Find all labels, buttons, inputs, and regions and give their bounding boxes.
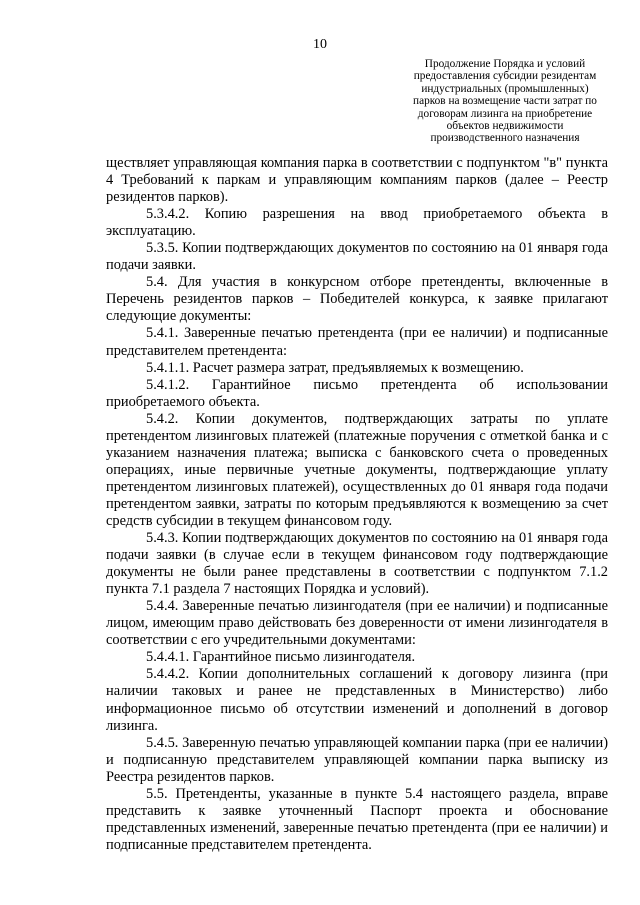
page-number: 10 xyxy=(313,37,327,52)
header-note-line: парков на возмещение части затрат по xyxy=(413,95,597,108)
paragraph-5-4-1-2: 5.4.1.2. Гарантийное письмо претендента об использовании приобретаемого объекта. xyxy=(106,376,608,410)
header-note-line: предоставления субсидии резидентам xyxy=(413,70,597,83)
paragraph-5-4-3: 5.4.3. Копии подтверждающих документов по состоянию на 01 января года подачи заявки (в случае если в текущем финансовом году подтверждающие документы не были ранее представлены в соответствии с подпунктом 7.1.2 пункта 7.1 раздела 7 настоящих Порядка и условий). xyxy=(106,530,608,598)
paragraph-5-4-4-1: 5.4.4.1. Гарантийное письмо лизингодателя. xyxy=(146,649,416,666)
document-body xyxy=(106,155,608,854)
header-note-line: производственного назначения xyxy=(430,132,580,145)
paragraph-5-4-4-2: 5.4.4.2. Копии дополнительных соглашений к договору лизинга (при наличии таковых и ранее не представленных в Министерство) либо информационное письмо об отсутствии изменений и дополнений в договор лизинга. xyxy=(106,666,608,734)
paragraph-5-4-4: 5.4.4. Заверенные печатью лизингодателя (при ее наличии) и подписанные лицом, имеющим право действовать без доверенности от имени лизингодателя в соответствии с его учредительными документами: xyxy=(106,598,608,649)
header-note-line: договорам лизинга на приобретение xyxy=(417,107,593,120)
paragraph-5-4-5: 5.4.5. Заверенную печатью управляющей компании парка (при ее наличии) и подписанную представителем управляющей компании парка выписку из Реестра резидентов парков. xyxy=(106,734,608,785)
paragraph-continuation: ществляет управляющая компания парка в соответствии с подпунктом "в" пункта 4 Требований к паркам и управляющим компаниям парков (далее – Реестр резидентов парков). xyxy=(106,155,608,206)
paragraph-5-4: 5.4. Для участия в конкурсном отборе претенденты, включенные в Перечень резидентов парков – Победителей конкурса, к заявке прилагают следующие документы: xyxy=(106,274,608,325)
header-note-line: объектов недвижимости xyxy=(446,120,564,133)
header-note-line: индустриальных (промышленных) xyxy=(421,82,589,95)
header-note-line: Продолжение Порядка и условий xyxy=(424,58,586,70)
paragraph-5-3-4-2: 5.3.4.2. Копию разрешения на ввод приобретаемого объекта в эксплуатацию. xyxy=(106,206,608,240)
document-header-note xyxy=(395,58,615,145)
paragraph-5-4-1-1: 5.4.1.1. Расчет размера затрат, предъявляемых к возмещению. xyxy=(146,359,524,376)
paragraph-5-3-5: 5.3.5. Копии подтверждающих документов по состоянию на 01 января года подачи заявки. xyxy=(106,240,608,274)
paragraph-5-4-2: 5.4.2. Копии документов, подтверждающих затраты по уплате претендентом лизинговых платежей (платежные поручения с отметкой банка и с указанием назначения платежа; выписка с банковского счета о проведенных операциях, иные первичные учетные документы, подтверждающие уплату претендентом лизинговых платежей), осуществленных до 01 января года подачи претендентом заявки, затраты по которым предъявляются к возмещению за счет средств субсидии в текущем финансовом году. xyxy=(106,410,608,529)
paragraph-5-4-1: 5.4.1. Заверенные печатью претендента (при ее наличии) и подписанные представителем претендента: xyxy=(106,325,608,359)
paragraph-5-5: 5.5. Претенденты, указанные в пункте 5.4 настоящего раздела, вправе представить к заявке уточненный Паспорт проекта и обоснование представленных изменений, заверенные печатью претендента (при ее наличии) и подписанные представителем претендента. xyxy=(106,785,608,853)
